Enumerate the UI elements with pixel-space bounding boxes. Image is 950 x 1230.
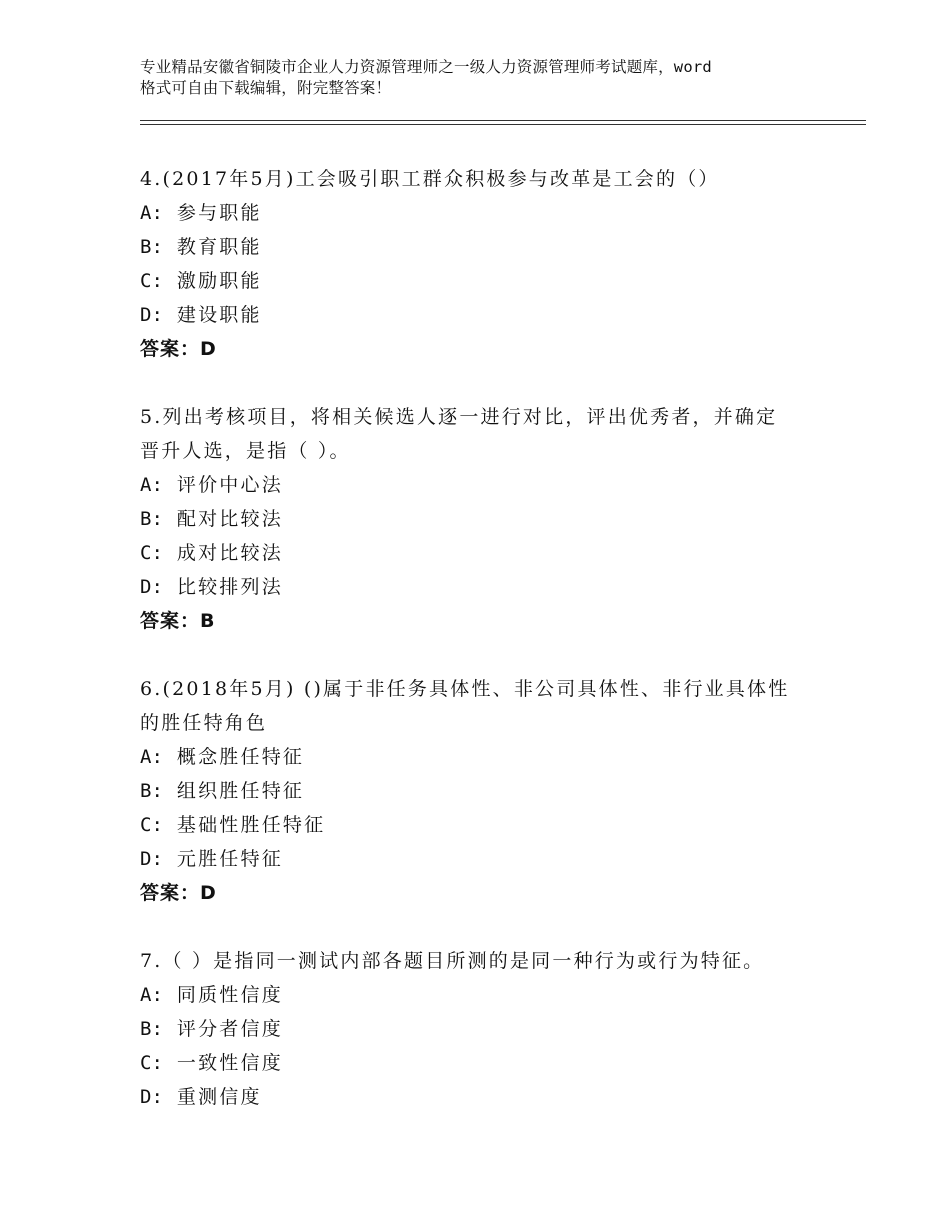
option-key: D: — [140, 1086, 163, 1108]
option-key: D: — [140, 576, 163, 598]
option-c — [140, 536, 840, 570]
option-key: B: — [140, 236, 163, 258]
answer-label: 答案：B — [140, 610, 216, 632]
option-key: B: — [140, 1018, 163, 1040]
option-text: 基础性胜任特征 — [176, 814, 326, 836]
option-key: A: — [140, 474, 163, 496]
header-divider-top — [140, 120, 866, 121]
option-d — [140, 298, 840, 332]
header-title-line-1: 专业精品安徽省铜陵市企业人力资源管理师之一级人力资源管理师考试题库，word — [140, 58, 712, 76]
option-text: 建设职能 — [176, 304, 262, 326]
option-key: C: — [140, 1052, 163, 1074]
option-key: C: — [140, 814, 163, 836]
option-text: 组织胜任特征 — [176, 780, 305, 802]
option-key: D: — [140, 304, 163, 326]
option-key: C: — [140, 270, 163, 292]
option-text: 配对比较法 — [176, 508, 283, 530]
question-7 — [140, 944, 840, 1114]
option-d — [140, 570, 840, 604]
option-d — [140, 1080, 840, 1114]
question-stem-continued: 晋升人选，是指（ ）。 — [140, 440, 351, 462]
option-key: B: — [140, 508, 163, 530]
option-key: A: — [140, 984, 163, 1006]
option-a — [140, 196, 840, 230]
header-divider-bottom — [140, 124, 866, 125]
question-stem: 6.(2018年5月) ()属于非任务具体性、非公司具体性、非行业具体性 — [140, 678, 790, 700]
question-stem: 7.（ ）是指同一测试内部各题目所测的是同一种行为或行为特征。 — [140, 950, 765, 972]
option-text: 参与职能 — [176, 202, 262, 224]
option-text: 一致性信度 — [176, 1052, 283, 1074]
question-stem: 4.(2017年5月)工会吸引职工群众积极参与改革是工会的（） — [140, 168, 720, 190]
option-c — [140, 1046, 840, 1080]
header-title-line-2: 格式可自由下载编辑，附完整答案！ — [140, 79, 392, 97]
option-a — [140, 468, 840, 502]
option-text: 评价中心法 — [176, 474, 283, 496]
option-a — [140, 740, 840, 774]
option-key: A: — [140, 746, 163, 768]
question-stem-continued: 的胜任特角色 — [140, 712, 268, 734]
question-list — [140, 162, 840, 1148]
option-text: 激励职能 — [176, 270, 262, 292]
question-5 — [140, 400, 840, 638]
option-text: 重测信度 — [176, 1086, 262, 1108]
option-text: 教育职能 — [176, 236, 262, 258]
answer-label: 答案：D — [140, 882, 217, 904]
option-c — [140, 264, 840, 298]
option-b — [140, 1012, 840, 1046]
question-stem: 5.列出考核项目，将相关候选人逐一进行对比，评出优秀者，并确定 — [140, 406, 778, 428]
option-key: A: — [140, 202, 163, 224]
question-4 — [140, 162, 840, 366]
option-text: 成对比较法 — [176, 542, 283, 564]
option-b — [140, 502, 840, 536]
option-b — [140, 774, 840, 808]
option-text: 元胜任特征 — [176, 848, 283, 870]
option-b — [140, 230, 840, 264]
answer-label: 答案：D — [140, 338, 217, 360]
option-text: 比较排列法 — [176, 576, 283, 598]
option-text: 概念胜任特征 — [176, 746, 305, 768]
option-text: 同质性信度 — [176, 984, 283, 1006]
question-6 — [140, 672, 840, 910]
option-c — [140, 808, 840, 842]
option-key: D: — [140, 848, 163, 870]
document-header — [140, 57, 840, 99]
option-key: C: — [140, 542, 163, 564]
option-a — [140, 978, 840, 1012]
option-text: 评分者信度 — [176, 1018, 283, 1040]
option-d — [140, 842, 840, 876]
option-key: B: — [140, 780, 163, 802]
